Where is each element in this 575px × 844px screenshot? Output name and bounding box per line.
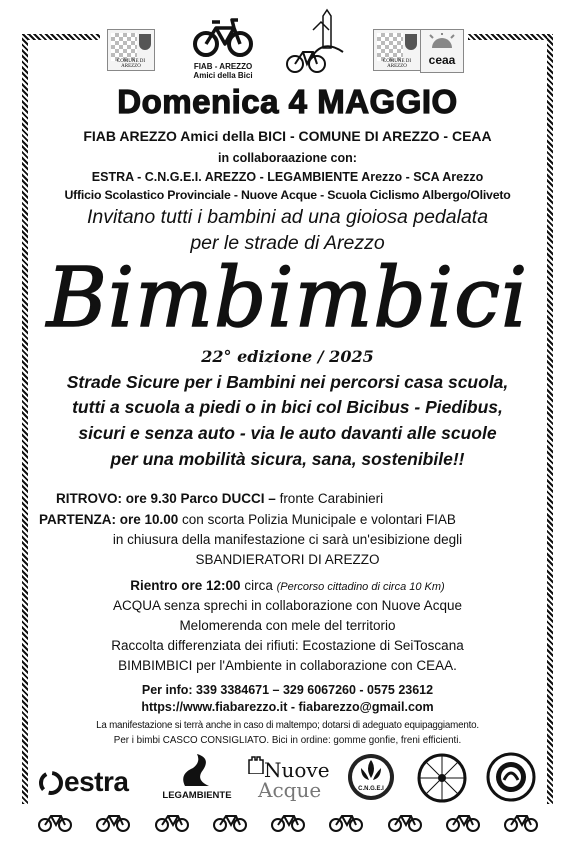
sca-logo	[416, 752, 470, 802]
bicycle-icon	[192, 14, 254, 58]
swan-icon	[177, 752, 217, 788]
comune-caption-2: COMUNE DI AREZZO	[382, 59, 412, 69]
sun-icon	[427, 33, 457, 49]
bicycle-icon	[155, 812, 189, 832]
acque-text: Acque	[258, 778, 322, 802]
scuola-ciclismo-logo	[486, 752, 536, 802]
bicycle-icon	[504, 812, 538, 832]
invite-line2: per le strade di Arezzo	[190, 232, 385, 254]
estra-logo	[38, 752, 144, 802]
nuove-acque-logo	[248, 752, 330, 802]
comune-crest-left	[107, 29, 155, 71]
cngei-logo	[346, 752, 400, 802]
info-web[interactable]: https://www.fiabarezzo.it - fiabarezzo@gmail.com	[141, 700, 434, 714]
bicycle-icon	[96, 812, 130, 832]
raccolta: Raccolta differenziata dei rifiuti: Ecostazione di SeiToscana	[111, 638, 464, 653]
fiab-logo	[190, 14, 256, 80]
castle-icon	[248, 756, 264, 774]
bicycle-icon	[329, 812, 363, 832]
estra-text: estra	[64, 766, 129, 797]
event-name: Bimbimbici	[46, 251, 529, 346]
ceaa-logo	[420, 29, 464, 73]
rientro-note: (Percorso cittadino di circa 10 Km)	[276, 581, 445, 593]
bike-school-logo	[283, 8, 349, 78]
bicycle-icon	[388, 812, 422, 832]
slogan-line1: Strade Sicure per i Bambini nei percorsi casa scuola,	[66, 372, 509, 392]
notice-line2: Per i bimbi CASCO CONSIGLIATO. Bici in ordine: gomme gonfie, freni efficienti.	[113, 735, 462, 746]
bicycle-icon-row	[38, 812, 538, 832]
legambiente-logo	[157, 752, 237, 802]
ritrovo	[56, 491, 383, 506]
frame-top-left	[22, 34, 100, 40]
collab-line2: Ufficio Scolastico Provinciale - Nuove Acque - Scuola Ciclismo Albergo/Oliveto	[64, 188, 511, 202]
rientro-label: Rientro ore 12:00	[130, 578, 241, 593]
notice-line1: La manifestazione si terrà anche in caso di maltempo; dotarsi di adeguato equipaggiamento.	[96, 720, 479, 731]
slogan-line4: per una mobilità sicura, sana, sostenibile!!	[110, 449, 465, 469]
fiab-logo-line2: Amici della Bici	[193, 71, 253, 80]
rientro-circa: circa	[240, 578, 277, 593]
bicycle-icon	[446, 812, 480, 832]
partenza	[39, 512, 456, 527]
rientro	[0, 578, 575, 593]
invite-line1: Invitano tutti i bambini ad una gioiosa pedalata	[86, 206, 489, 228]
melomerenda: Melomerenda con mele del territorio	[179, 618, 396, 633]
bicycle-icon	[271, 812, 305, 832]
bicycle-icon	[38, 812, 72, 832]
nuove-text: Nuove	[264, 758, 330, 782]
ritrovo-rest: fronte Carabinieri	[275, 491, 384, 506]
estra-swirl-icon	[38, 770, 64, 796]
ambiente: BIMBIMBICI per l'Ambiente in collaborazione con CEAA.	[118, 658, 457, 673]
bicycle-icon	[213, 812, 247, 832]
page-title: Domenica 4 MAGGIO	[117, 83, 458, 120]
bicycle-wheel-icon	[416, 752, 468, 804]
collab-line1: ESTRA - C.N.G.E.I. AREZZO - LEGAMBIENTE Arezzo - SCA Arezzo	[91, 170, 484, 184]
comune-caption: COMUNE DI AREZZO	[116, 59, 146, 69]
partenza-rest: con scorta Polizia Municipale e volontari FIAB	[178, 512, 456, 527]
badge-icon	[486, 752, 536, 802]
collab-label: in collaboraazione con:	[218, 151, 357, 165]
partenza-label: PARTENZA: ore 10.00	[39, 512, 179, 527]
partenza-line2: in chiusura della manifestazione ci sarà un'esibizione degli	[112, 532, 463, 547]
partenza-line3: SBANDIERATORI DI AREZZO	[195, 552, 380, 567]
lily-icon	[346, 752, 396, 802]
ceaa-logo-text: ceaa	[428, 53, 456, 67]
cngei-text: C.N.G.E.I	[358, 786, 384, 792]
ritrovo-label: RITROVO: ore 9.30 Parco DUCCI –	[56, 491, 276, 506]
organizers: FIAB AREZZO Amici della BICI - COMUNE DI AREZZO - CEAA	[83, 128, 492, 144]
frame-top-right	[468, 34, 553, 40]
legambiente-text: LEGAMBIENTE	[162, 790, 232, 801]
info-phones: Per info: 339 3384671 – 329 6067260 - 0575 23612	[141, 683, 434, 697]
slogan-line3: sicuri e senza auto - via le auto davanti alle scuole	[78, 423, 497, 443]
fiab-logo-line1: FIAB - AREZZO	[193, 62, 253, 71]
comune-crest-right	[373, 29, 421, 71]
edition: 22° edizione / 2025	[201, 347, 374, 366]
acqua: ACQUA senza sprechi in collaborazione con Nuove Acque	[113, 598, 462, 613]
slogan-line2: tutti a scuola a piedi o in bici col Bicibus - Piedibus,	[72, 397, 503, 417]
